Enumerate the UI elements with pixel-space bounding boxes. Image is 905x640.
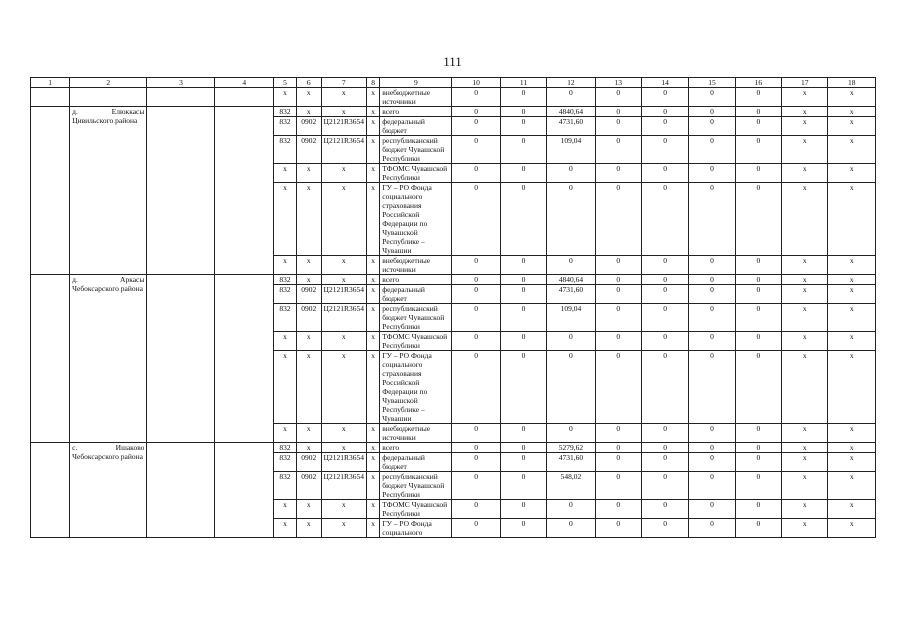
table-row [31, 443, 876, 453]
cell-c12: 0 [547, 500, 595, 519]
cell-c17: x [782, 519, 828, 538]
cell-c3 [147, 88, 215, 107]
cell-c5: x [274, 164, 297, 183]
cell-c10: 0 [452, 107, 500, 117]
cell-c13: 0 [595, 117, 641, 136]
cell-c1 [31, 107, 70, 275]
cell-c18: x [828, 453, 876, 472]
cell-c12: 0 [547, 332, 595, 351]
page-number: 111 [443, 54, 462, 69]
cell-c10: 0 [452, 332, 500, 351]
cell-c6: x [296, 107, 321, 117]
cell-c10: 0 [452, 136, 500, 164]
cell-c8: x [366, 164, 379, 183]
cell-c1 [31, 275, 70, 443]
cell-c17: x [782, 164, 828, 183]
cell-c15: 0 [689, 183, 735, 256]
cell-c6: 0902 [296, 117, 321, 136]
cell-c8: x [366, 136, 379, 164]
cell-c5: x [274, 351, 297, 424]
cell-c16: 0 [735, 500, 781, 519]
cell-c14: 0 [641, 332, 688, 351]
cell-c17: x [782, 88, 828, 107]
cell-c13: 0 [595, 500, 641, 519]
cell-c12: 5279,62 [547, 443, 595, 453]
cell-c6: 0902 [296, 453, 321, 472]
cell-c18: x [828, 519, 876, 538]
cell-c8: x [366, 351, 379, 424]
cell-c8: x [366, 275, 379, 285]
cell-c7: x [321, 500, 366, 519]
cell-c7: x [321, 332, 366, 351]
cell-c1 [31, 443, 70, 538]
cell-c7: Ц2121R3654 [321, 453, 366, 472]
cell-c8: x [366, 107, 379, 117]
cell-c3 [147, 107, 215, 275]
cell-c16: 0 [735, 88, 781, 107]
cell-c6: x [296, 351, 321, 424]
column-number-16: 16 [735, 78, 781, 88]
cell-c12: 0 [547, 164, 595, 183]
cell-c16: 0 [735, 304, 781, 332]
cell-c5: x [274, 183, 297, 256]
cell-c6: 0902 [296, 136, 321, 164]
cell-c7: x [321, 256, 366, 275]
table-row [31, 107, 876, 117]
cell-c10: 0 [452, 453, 500, 472]
cell-c9: внебюджетные источники [380, 256, 452, 275]
cell-c5: x [274, 332, 297, 351]
cell-c7: x [321, 183, 366, 256]
cell-c8: x [366, 117, 379, 136]
cell-c15: 0 [689, 256, 735, 275]
cell-c12: 0 [547, 256, 595, 275]
cell-c10: 0 [452, 164, 500, 183]
column-number-row [31, 78, 876, 88]
cell-c3 [147, 275, 215, 443]
cell-c16: 0 [735, 443, 781, 453]
cell-c13: 0 [595, 304, 641, 332]
cell-c18: x [828, 107, 876, 117]
cell-c8: x [366, 88, 379, 107]
cell-c5: x [274, 88, 297, 107]
cell-c5: x [274, 500, 297, 519]
column-number-2: 2 [70, 78, 147, 88]
cell-c14: 0 [641, 107, 688, 117]
cell-c14: 0 [641, 88, 688, 107]
column-number-13: 13 [595, 78, 641, 88]
cell-c4 [215, 88, 274, 107]
cell-c5: 832 [274, 304, 297, 332]
cell-c18: x [828, 424, 876, 443]
cell-c18: x [828, 332, 876, 351]
cell-c7: Ц2121R3654 [321, 472, 366, 500]
cell-c9: федеральный бюджет [380, 117, 452, 136]
cell-c8: x [366, 183, 379, 256]
cell-c10: 0 [452, 424, 500, 443]
cell-c6: 0902 [296, 304, 321, 332]
cell-c11: 0 [500, 88, 546, 107]
column-number-10: 10 [452, 78, 500, 88]
cell-c9: внебюджетные источники [380, 424, 452, 443]
column-number-3: 3 [147, 78, 215, 88]
cell-c15: 0 [689, 285, 735, 304]
cell-c10: 0 [452, 500, 500, 519]
cell-c17: x [782, 183, 828, 256]
cell-c7: x [321, 424, 366, 443]
cell-c16: 0 [735, 164, 781, 183]
cell-c5: x [274, 519, 297, 538]
cell-c6: x [296, 256, 321, 275]
cell-c18: x [828, 285, 876, 304]
cell-c13: 0 [595, 107, 641, 117]
cell-c17: x [782, 275, 828, 285]
cell-c13: 0 [595, 443, 641, 453]
cell-c12: 0 [547, 88, 595, 107]
cell-c15: 0 [689, 88, 735, 107]
cell-c9: республиканский бюджет Чувашской Республики [380, 304, 452, 332]
cell-c5: 832 [274, 443, 297, 453]
cell-c7: x [321, 88, 366, 107]
column-number-14: 14 [641, 78, 688, 88]
cell-c15: 0 [689, 332, 735, 351]
cell-c18: x [828, 351, 876, 424]
cell-c15: 0 [689, 117, 735, 136]
cell-c14: 0 [641, 275, 688, 285]
cell-c9: ГУ – РО Фонда социального [380, 519, 452, 538]
cell-c17: x [782, 256, 828, 275]
cell-c10: 0 [452, 351, 500, 424]
location-cell: д. Елюккасы Цивильского района [70, 107, 147, 275]
cell-c15: 0 [689, 472, 735, 500]
cell-c18: x [828, 304, 876, 332]
cell-c14: 0 [641, 443, 688, 453]
column-number-17: 17 [782, 78, 828, 88]
column-number-8: 8 [366, 78, 379, 88]
cell-c5: 832 [274, 136, 297, 164]
cell-c11: 0 [500, 443, 546, 453]
cell-c17: x [782, 443, 828, 453]
cell-c13: 0 [595, 332, 641, 351]
cell-c7: x [321, 164, 366, 183]
column-number-18: 18 [828, 78, 876, 88]
cell-c6: x [296, 183, 321, 256]
cell-c7: Ц2121R3654 [321, 117, 366, 136]
cell-c14: 0 [641, 117, 688, 136]
cell-c9: ТФОМС Чувашской Республики [380, 332, 452, 351]
table-row [31, 88, 876, 107]
cell-c8: x [366, 453, 379, 472]
cell-c17: x [782, 472, 828, 500]
cell-c8: x [366, 256, 379, 275]
cell-c13: 0 [595, 453, 641, 472]
cell-c12: 548,02 [547, 472, 595, 500]
cell-c9: внебюджетные источники [380, 88, 452, 107]
cell-c10: 0 [452, 275, 500, 285]
cell-c14: 0 [641, 472, 688, 500]
cell-c16: 0 [735, 256, 781, 275]
cell-c17: x [782, 304, 828, 332]
cell-c18: x [828, 183, 876, 256]
cell-c16: 0 [735, 472, 781, 500]
cell-c6: x [296, 519, 321, 538]
cell-c12: 109,04 [547, 136, 595, 164]
cell-c11: 0 [500, 107, 546, 117]
cell-c8: x [366, 424, 379, 443]
cell-c16: 0 [735, 275, 781, 285]
cell-c15: 0 [689, 500, 735, 519]
column-number-12: 12 [547, 78, 595, 88]
cell-c14: 0 [641, 285, 688, 304]
column-number-4: 4 [215, 78, 274, 88]
cell-c13: 0 [595, 256, 641, 275]
cell-c4 [215, 443, 274, 538]
cell-c5: x [274, 424, 297, 443]
cell-c11: 0 [500, 500, 546, 519]
table-row [31, 275, 876, 285]
cell-c15: 0 [689, 304, 735, 332]
cell-c11: 0 [500, 285, 546, 304]
cell-c13: 0 [595, 424, 641, 443]
cell-c12: 4840,64 [547, 275, 595, 285]
cell-c15: 0 [689, 136, 735, 164]
cell-c11: 0 [500, 351, 546, 424]
location-cell: д. Аркасы Чебоксарского района [70, 275, 147, 443]
column-number-5: 5 [274, 78, 297, 88]
cell-c13: 0 [595, 88, 641, 107]
cell-c17: x [782, 107, 828, 117]
cell-c5: 832 [274, 453, 297, 472]
cell-c16: 0 [735, 285, 781, 304]
cell-c8: x [366, 500, 379, 519]
cell-c11: 0 [500, 424, 546, 443]
cell-c7: x [321, 107, 366, 117]
cell-c14: 0 [641, 304, 688, 332]
cell-c16: 0 [735, 453, 781, 472]
cell-c10: 0 [452, 304, 500, 332]
cell-c6: x [296, 332, 321, 351]
cell-c11: 0 [500, 332, 546, 351]
cell-c9: федеральный бюджет [380, 285, 452, 304]
cell-c9: ТФОМС Чувашской Республики [380, 500, 452, 519]
cell-c7: x [321, 351, 366, 424]
cell-c11: 0 [500, 136, 546, 164]
cell-c15: 0 [689, 519, 735, 538]
cell-c8: x [366, 472, 379, 500]
cell-c14: 0 [641, 136, 688, 164]
cell-c11: 0 [500, 256, 546, 275]
cell-c7: x [321, 519, 366, 538]
cell-c7: Ц2121R3654 [321, 136, 366, 164]
cell-c15: 0 [689, 453, 735, 472]
cell-c17: x [782, 424, 828, 443]
cell-c16: 0 [735, 183, 781, 256]
cell-c14: 0 [641, 164, 688, 183]
cell-c14: 0 [641, 453, 688, 472]
cell-c10: 0 [452, 88, 500, 107]
cell-c17: x [782, 453, 828, 472]
cell-c13: 0 [595, 183, 641, 256]
cell-c15: 0 [689, 164, 735, 183]
cell-c18: x [828, 443, 876, 453]
cell-c9: республиканский бюджет Чувашской Республики [380, 472, 452, 500]
cell-c12: 4731,60 [547, 285, 595, 304]
cell-c13: 0 [595, 351, 641, 424]
cell-c16: 0 [735, 519, 781, 538]
cell-c11: 0 [500, 472, 546, 500]
column-number-6: 6 [296, 78, 321, 88]
cell-c9: ГУ – РО Фонда социального страхования Российской Федерации по Чувашской Республике – Чувашии [380, 351, 452, 424]
cell-c14: 0 [641, 519, 688, 538]
cell-c5: 832 [274, 285, 297, 304]
cell-c14: 0 [641, 424, 688, 443]
cell-c4 [215, 275, 274, 443]
cell-c6: 0902 [296, 285, 321, 304]
cell-c17: x [782, 351, 828, 424]
column-number-11: 11 [500, 78, 546, 88]
cell-c10: 0 [452, 117, 500, 136]
cell-c10: 0 [452, 443, 500, 453]
cell-c15: 0 [689, 275, 735, 285]
cell-c11: 0 [500, 519, 546, 538]
cell-c16: 0 [735, 117, 781, 136]
cell-c5: 832 [274, 275, 297, 285]
cell-c15: 0 [689, 443, 735, 453]
cell-c7: x [321, 443, 366, 453]
cell-c17: x [782, 332, 828, 351]
cell-c17: x [782, 285, 828, 304]
cell-c13: 0 [595, 472, 641, 500]
cell-c11: 0 [500, 275, 546, 285]
cell-c4 [215, 107, 274, 275]
cell-c7: x [321, 275, 366, 285]
cell-c17: x [782, 117, 828, 136]
cell-c13: 0 [595, 136, 641, 164]
column-number-9: 9 [380, 78, 452, 88]
cell-c9: республиканский бюджет Чувашской Республики [380, 136, 452, 164]
cell-c10: 0 [452, 285, 500, 304]
cell-c18: x [828, 256, 876, 275]
cell-c9: ТФОМС Чувашской Республики [380, 164, 452, 183]
cell-c8: x [366, 304, 379, 332]
cell-c8: x [366, 443, 379, 453]
cell-c11: 0 [500, 164, 546, 183]
cell-c10: 0 [452, 519, 500, 538]
cell-c17: x [782, 500, 828, 519]
cell-c14: 0 [641, 500, 688, 519]
cell-c12: 0 [547, 519, 595, 538]
column-number-1: 1 [31, 78, 70, 88]
cell-c18: x [828, 472, 876, 500]
cell-c12: 4840,64 [547, 107, 595, 117]
cell-c13: 0 [595, 164, 641, 183]
cell-c9: федеральный бюджет [380, 453, 452, 472]
cell-c5: 832 [274, 472, 297, 500]
table-body [31, 88, 876, 538]
cell-c16: 0 [735, 107, 781, 117]
cell-c15: 0 [689, 351, 735, 424]
cell-c3 [147, 443, 215, 538]
cell-c10: 0 [452, 472, 500, 500]
cell-c11: 0 [500, 304, 546, 332]
cell-c18: x [828, 136, 876, 164]
cell-c16: 0 [735, 351, 781, 424]
header-row [31, 78, 876, 88]
cell-c8: x [366, 285, 379, 304]
cell-c16: 0 [735, 332, 781, 351]
cell-c13: 0 [595, 275, 641, 285]
column-number-15: 15 [689, 78, 735, 88]
cell-c7: Ц2121R3654 [321, 285, 366, 304]
cell-c12: 4731,60 [547, 453, 595, 472]
cell-c9: всего [380, 443, 452, 453]
cell-c13: 0 [595, 285, 641, 304]
cell-c13: 0 [595, 519, 641, 538]
cell-c6: x [296, 424, 321, 443]
cell-c18: x [828, 88, 876, 107]
cell-c5: 832 [274, 107, 297, 117]
cell-c12: 4731,60 [547, 117, 595, 136]
cell-c16: 0 [735, 424, 781, 443]
cell-c8: x [366, 519, 379, 538]
cell-c7: Ц2121R3654 [321, 304, 366, 332]
cell-c8: x [366, 332, 379, 351]
cell-c12: 0 [547, 424, 595, 443]
cell-c10: 0 [452, 183, 500, 256]
cell-c14: 0 [641, 256, 688, 275]
cell-c12: 109,04 [547, 304, 595, 332]
cell-c5: 832 [274, 117, 297, 136]
cell-c6: x [296, 88, 321, 107]
cell-c1 [31, 88, 70, 107]
cell-c12: 0 [547, 183, 595, 256]
budget-table [30, 77, 876, 538]
location-cell: с. Ишаково Чебоксарского района [70, 443, 147, 538]
cell-c14: 0 [641, 351, 688, 424]
cell-c18: x [828, 117, 876, 136]
cell-c18: x [828, 500, 876, 519]
cell-c6: x [296, 275, 321, 285]
cell-c5: x [274, 256, 297, 275]
cell-c9: ГУ – РО Фонда социального страхования Российской Федерации по Чувашской Республике – Чувашии [380, 183, 452, 256]
cell-c6: x [296, 443, 321, 453]
column-number-7: 7 [321, 78, 366, 88]
cell-c9: всего [380, 275, 452, 285]
cell-c11: 0 [500, 453, 546, 472]
cell-c10: 0 [452, 256, 500, 275]
cell-c11: 0 [500, 117, 546, 136]
cell-c15: 0 [689, 424, 735, 443]
cell-c2 [70, 88, 147, 107]
cell-c15: 0 [689, 107, 735, 117]
cell-c18: x [828, 164, 876, 183]
cell-c6: x [296, 500, 321, 519]
cell-c18: x [828, 275, 876, 285]
cell-c14: 0 [641, 183, 688, 256]
cell-c16: 0 [735, 136, 781, 164]
cell-c6: x [296, 164, 321, 183]
cell-c17: x [782, 136, 828, 164]
cell-c12: 0 [547, 351, 595, 424]
cell-c11: 0 [500, 183, 546, 256]
cell-c6: 0902 [296, 472, 321, 500]
cell-c9: всего [380, 107, 452, 117]
